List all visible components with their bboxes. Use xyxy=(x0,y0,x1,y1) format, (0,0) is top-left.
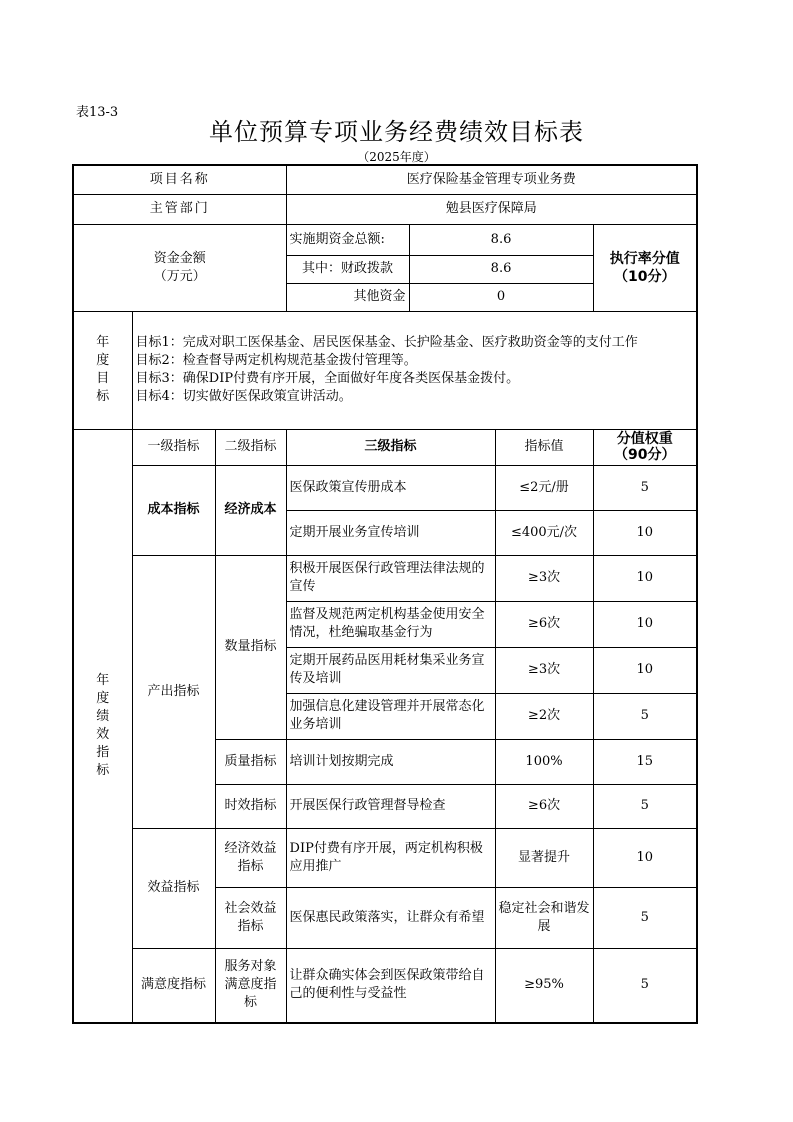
indicator-l3: 医保政策宣传册成本 xyxy=(286,465,495,510)
group-economic-cost: 经济成本 xyxy=(215,465,286,555)
indicator-l3: 定期开展药品医用耗材集采业务宣传及培训 xyxy=(286,647,495,693)
exec-rate-label: 执行率分值 （10分） xyxy=(593,224,697,311)
goal-item: 目标3：确保DIP付费有序开展，全面做好年度各类医保基金拨付。 xyxy=(135,371,520,386)
indicator-value: 显著提升 xyxy=(495,828,593,887)
indicator-l3: 监督及规范两定机构基金使用安全情况，杜绝骗取基金行为 xyxy=(286,601,495,647)
dept-label: 主管部门 xyxy=(73,194,286,224)
annual-goal-label: 年 度 目 标 xyxy=(73,311,132,429)
total-funds-value: 8.6 xyxy=(409,224,593,255)
indicator-section-label: 年 度 绩 效 指 标 xyxy=(73,429,132,1023)
group-social-benefit: 社会效益 指标 xyxy=(215,887,286,948)
goal-item: 目标2：检查督导两定机构规范基金拨付管理等。 xyxy=(135,353,417,368)
indicator-l3: 让群众确实体会到医保政策带给自己的便利性与受益性 xyxy=(286,948,495,1023)
indicator-weight: 10 xyxy=(593,647,697,693)
indicator-weight: 5 xyxy=(593,693,697,739)
col-header-level1: 一级指标 xyxy=(132,429,215,465)
col-header-level2: 二级指标 xyxy=(215,429,286,465)
group-quantity: 数量指标 xyxy=(215,555,286,739)
project-name-label: 项目名称 xyxy=(73,165,286,194)
project-name-value: 医疗保险基金管理专项业务费 xyxy=(286,165,697,194)
indicator-value: ≥3次 xyxy=(495,647,593,693)
indicator-value: 稳定社会和谐发展 xyxy=(495,887,593,948)
indicator-l3: 开展医保行政管理督导检查 xyxy=(286,784,495,828)
indicator-l3: 加强信息化建设管理并开展常态化业务培训 xyxy=(286,693,495,739)
indicator-weight: 10 xyxy=(593,510,697,555)
fiscal-funds-value: 8.6 xyxy=(409,255,593,283)
other-funds-label: 其他资金 xyxy=(286,283,409,311)
group-timeliness: 时效指标 xyxy=(215,784,286,828)
indicator-weight: 5 xyxy=(593,465,697,510)
group-cost: 成本指标 xyxy=(132,465,215,555)
group-economic-benefit: 经济效益 指标 xyxy=(215,828,286,887)
performance-goal-table xyxy=(72,164,698,1024)
total-funds-label: 实施期资金总额: xyxy=(286,224,409,255)
indicator-value: ≥95% xyxy=(495,948,593,1023)
indicator-l3: 积极开展医保行政管理法律法规的宣传 xyxy=(286,555,495,601)
group-service-satisfaction: 服务对象 满意度指 标 xyxy=(215,948,286,1023)
group-output: 产出指标 xyxy=(132,555,215,828)
goal-item: 目标4：切实做好医保政策宣讲活动。 xyxy=(135,389,352,404)
indicator-weight: 15 xyxy=(593,739,697,784)
indicator-l3: 定期开展业务宣传培训 xyxy=(286,510,495,555)
table-number: 表13-3 xyxy=(76,105,119,120)
indicator-weight: 5 xyxy=(593,887,697,948)
indicator-weight: 5 xyxy=(593,784,697,828)
indicator-l3: DIP付费有序开展，两定机构积极应用推广 xyxy=(286,828,495,887)
indicator-value: ≥6次 xyxy=(495,601,593,647)
page-title: 单位预算专项业务经费绩效目标表 xyxy=(209,118,584,146)
col-header-level3: 三级指标 xyxy=(286,429,495,465)
group-satisfaction: 满意度指标 xyxy=(132,948,215,1023)
dept-value: 勉县医疗保障局 xyxy=(286,194,697,224)
indicator-value: ≥2次 xyxy=(495,693,593,739)
group-benefit: 效益指标 xyxy=(132,828,215,948)
other-funds-value: 0 xyxy=(409,283,593,311)
indicator-value: ≤400元/次 xyxy=(495,510,593,555)
indicator-weight: 10 xyxy=(593,601,697,647)
goal-item: 目标1：完成对职工医保基金、居民医保基金、长护险基金、医疗救助资金等的支付工作 xyxy=(135,335,638,350)
funds-label: 资金金额 （万元） xyxy=(73,224,286,311)
indicator-weight: 10 xyxy=(593,555,697,601)
indicator-weight: 10 xyxy=(593,828,697,887)
indicator-l3: 培训计划按期完成 xyxy=(286,739,495,784)
col-header-value: 指标值 xyxy=(495,429,593,465)
col-header-weight: 分值权重 （90分） xyxy=(593,429,697,465)
annual-goal-list xyxy=(132,311,697,429)
indicator-l3: 医保惠民政策落实，让群众有希望 xyxy=(286,887,495,948)
group-quality: 质量指标 xyxy=(215,739,286,784)
indicator-value: ≤2元/册 xyxy=(495,465,593,510)
fiscal-year: （2025年度） xyxy=(357,150,436,164)
indicator-value: ≥3次 xyxy=(495,555,593,601)
indicator-value: ≥6次 xyxy=(495,784,593,828)
fiscal-funds-label: 其中：财政拨款 xyxy=(286,255,409,283)
indicator-value: 100% xyxy=(495,739,593,784)
indicator-weight: 5 xyxy=(593,948,697,1023)
